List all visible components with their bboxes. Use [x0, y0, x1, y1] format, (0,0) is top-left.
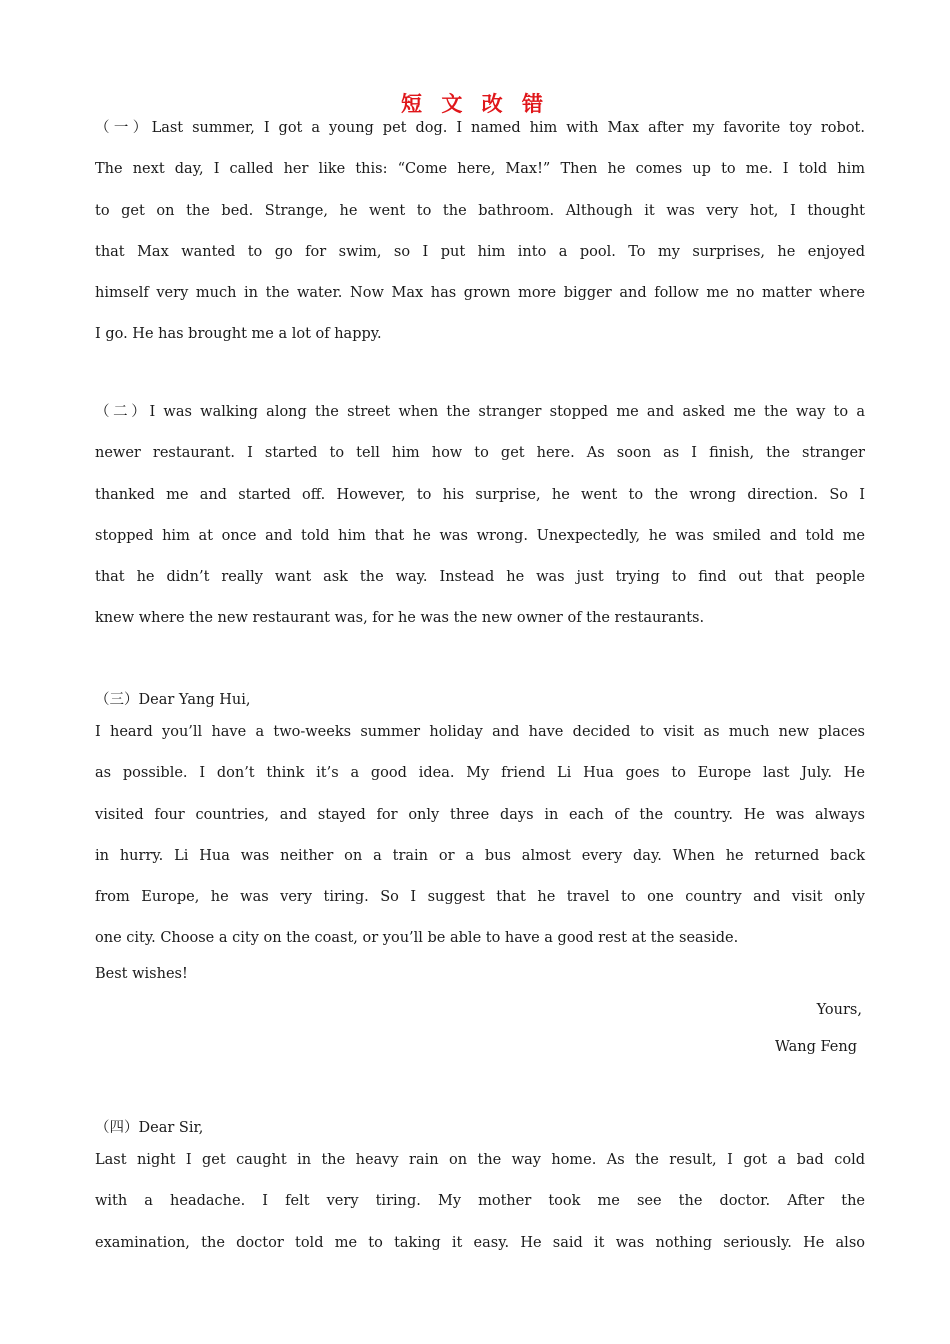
passage-4-line: Last night I get caught in the heavy rain on the way home. As the result, I got a bad cold — [95, 1152, 865, 1168]
passage-3-line: visited four countries, and stayed for only three days in each of the country. He was always — [95, 806, 865, 823]
passage-1 — [95, 108, 865, 356]
passage-2-line: stopped him at once and told him that he was wrong. Unexpectedly, he was smiled and told me — [95, 527, 865, 544]
passage-1-line: （一）Last summer, I got a young pet dog. I named him with Max after my favorite toy robot. — [95, 120, 865, 136]
passage-1-line: that Max wanted to go for swim, so I put him into a pool. To my surprises, he enjoyed — [95, 243, 865, 260]
passage-3-heading: （三）Dear Yang Hui, — [95, 692, 251, 708]
passage-3-line: one city. Choose a city on the coast, or you’ll be able to have a good rest at the seaside. — [95, 930, 739, 947]
passage-1-line: to get on the bed. Strange, he went to the bathroom. Although it was very hot, I thought — [95, 202, 865, 219]
sign-off: Yours, — [816, 1002, 862, 1018]
passage-4-line: examination, the doctor told me to taking it easy. He said it was nothing seriously. He also — [95, 1234, 865, 1251]
passage-1-line: himself very much in the water. Now Max has grown more bigger and follow me no matter where — [95, 285, 865, 302]
passage-4-line: with a headache. I felt very tiring. My mother took me see the doctor. After the — [95, 1193, 865, 1210]
passage-2-line: knew where the new restaurant was, for he was the new owner of the restaurants. — [95, 610, 705, 627]
passage-2-line: （二）I was walking along the street when the stranger stopped me and asked me the way to a — [95, 404, 865, 420]
passage-1-line: I go. He has brought me a lot of happy. — [95, 326, 382, 343]
passage-3 — [95, 712, 865, 960]
passage-3-line: as possible. I don’t think it’s a good idea. My friend Li Hua goes to Europe last July. He — [95, 765, 865, 782]
closing: Best wishes! — [95, 966, 188, 982]
passage-2-line: newer restaurant. I started to tell him how to get here. As soon as I finish, the stranger — [95, 445, 865, 462]
passage-2 — [95, 392, 865, 640]
passage-3-line: from Europe, he was very tiring. So I suggest that he travel to one country and visit only — [95, 889, 865, 906]
passage-2-line: that he didn’t really want ask the way. Instead he was just trying to find out that people — [95, 569, 865, 586]
signature: Wang Feng — [775, 1039, 857, 1055]
passage-4-heading: （四）Dear Sir, — [95, 1120, 204, 1136]
passage-2-line: thanked me and started off. However, to his surprise, he went to the wrong direction. So I — [95, 486, 865, 503]
page-title: 短 文 改 错 — [401, 92, 549, 116]
passage-4 — [95, 1140, 865, 1264]
passage-1-line: The next day, I called her like this: “Come here, Max!” Then he comes up to me. I told him — [95, 161, 865, 178]
passage-3-line: I heard you’ll have a two-weeks summer holiday and have decided to visit as much new places — [95, 724, 865, 740]
passage-3-line: in hurry. Li Hua was neither on a train or a bus almost every day. When he returned back — [95, 847, 865, 864]
